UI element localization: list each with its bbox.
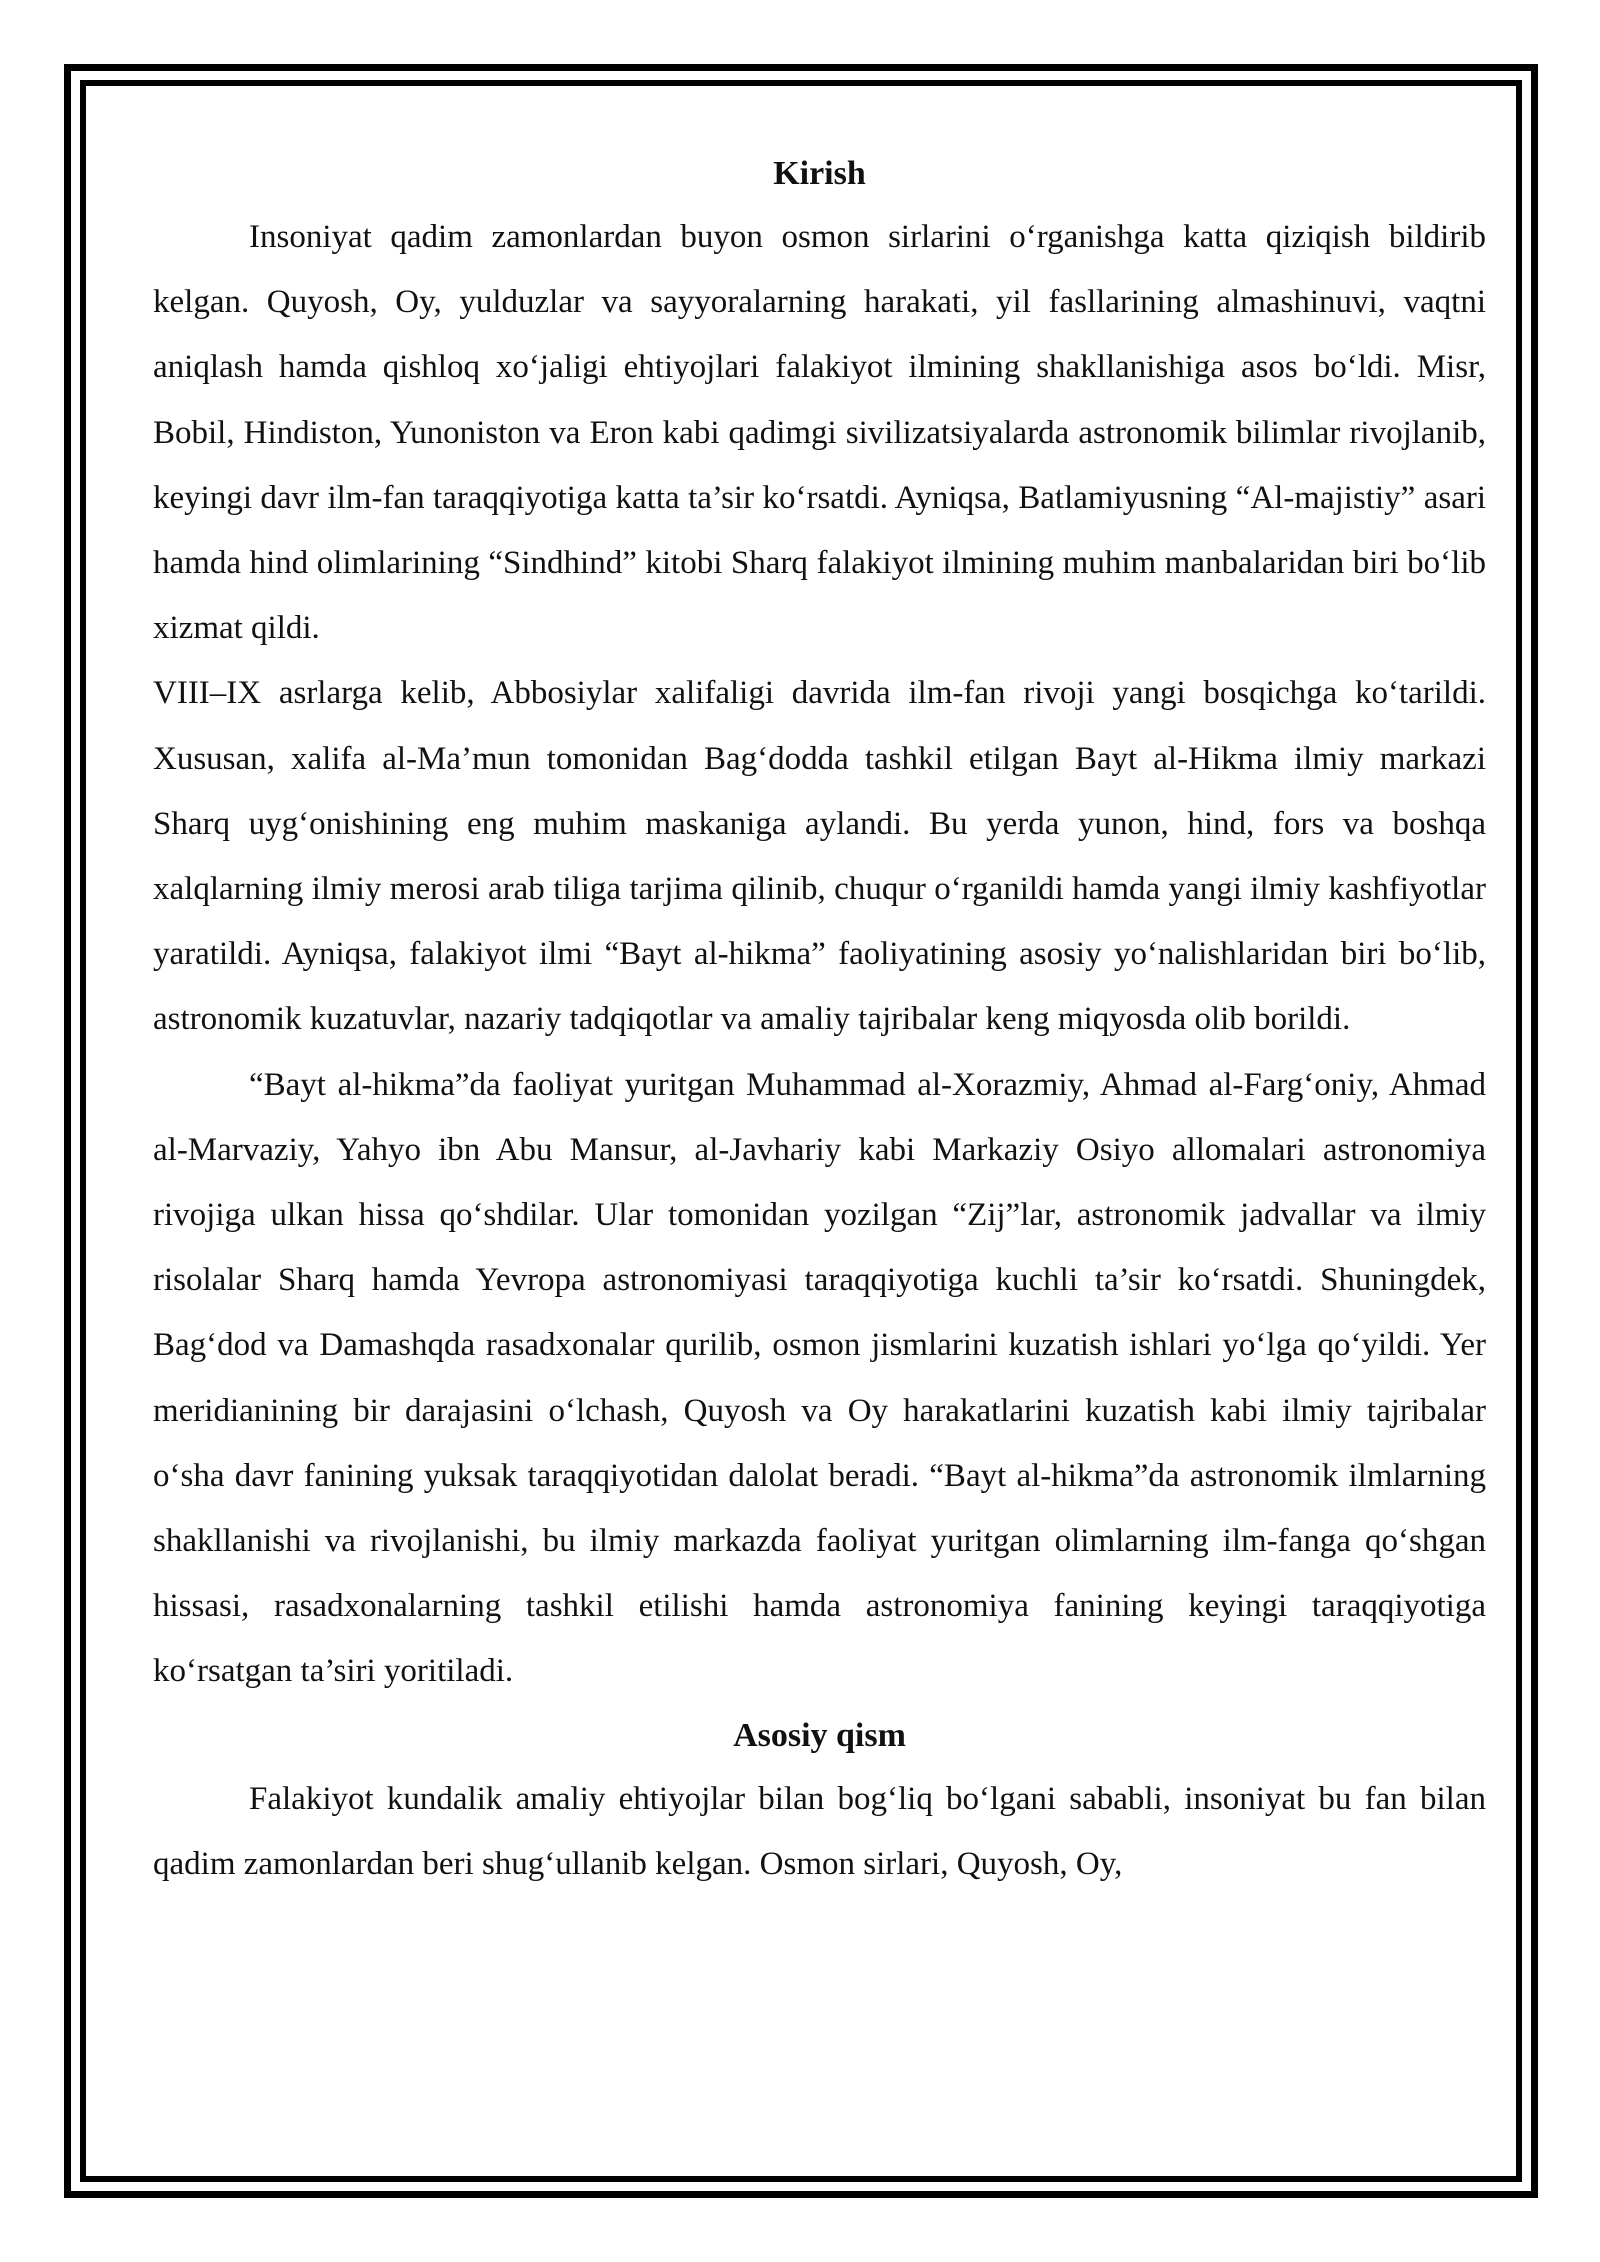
heading-main: Asosiy qism [733,1716,906,1754]
paragraph-2: VIII–IX asrlarga kelib, Abbosiylar xalifaligi davrida ilm-fan rivoji yangi bosqichga ko‘tarildi. Xususan, xalifa al-Ma’mun tomonidan Bag‘dodda tashkil etilgan Bayt al-Hikma ilmiy markazi Sharq uyg‘onishining eng muhim maskaniga aylandi. Bu yerda yunon, hind, fors va boshqa xalqlarning ilmiy merosi arab tiliga tarjima qilinib, chuqur o‘rganildi hamda yangi ilmiy kashfiyotlar yaratildi. Ayniqsa, falakiyot ilmi “Bayt al-hikma” faoliyatining asosiy yo‘nalishlaridan biri bo‘lib, astronomik kuzatuvlar, nazariy tadqiqotlar va amaliy tajribalar keng miqyosda olib borildi. [153,675,1486,1038]
paragraph-1: Insoniyat qadim zamonlardan buyon osmon sirlarini o‘rganishga katta qiziqish bildirib kelgan. Quyosh, Oy, yulduzlar va sayyoralarning harakati, yil fasllarining almashinuvi, vaqtni aniqlash hamda qishloq xo‘jaligi ehtiyojlari falakiyot ilmining shakllanishiga asos bo‘ldi. Misr, Bobil, Hindiston, Yunoniston va Eron kabi qadimgi sivilizatsiyalarda astronomik bilimlar rivojlanib, keyingi davr ilm-fan taraqqiyotiga katta ta’sir ko‘rsatdi. Ayniqsa, Batlamiyusning “Al-majistiy” asari hamda hind olimlarining “Sindhind” kitobi Sharq falakiyot ilmining muhim manbalaridan biri bo‘lib xizmat qildi. [153,219,1486,647]
heading-intro: Kirish [773,155,866,192]
document-body [153,143,1486,2103]
paragraph-3: “Bayt al-hikma”da faoliyat yuritgan Muhammad al-Xorazmiy, Ahmad al-Farg‘oniy, Ahmad al-Marvaziy, Yahyo ibn Abu Mansur, al-Javhariy kabi Markaziy Osiyo allomalari astronomiya rivojiga ulkan hissa qo‘shdilar. Ular tomonidan yozilgan “Zij”lar, astronomik jadvallar va ilmiy risolalar Sharq hamda Yevropa astronomiyasi taraqqiyotiga kuchli ta’sir ko‘rsatdi. Shuningdek, Bag‘dod va Damashqda rasadxonalar qurilib, osmon jismlarini kuzatish ishlari yo‘lga qo‘yildi. Yer meridianining bir darajasini o‘lchash, Quyosh va Oy harakatlarini kuzatish kabi ilmiy tajribalar o‘sha davr fanining yuksak taraqqiyotidan dalolat beradi. “Bayt al-hikma”da astronomik ilmlarning shakllanishi va rivojlanishi, bu ilmiy markazda faoliyat yuritgan olimlarning ilm-fanga qo‘shgan hissasi, rasadxonalarning tashkil etilishi hamda astronomiya fanining keyingi taraqqiyotiga ko‘rsatgan ta’siri yoritiladi. [153,1066,1486,1690]
paragraph-4: Falakiyot kundalik amaliy ehtiyojlar bilan bog‘liq bo‘lgani sababli, insoniyat bu fan bilan qadim zamonlardan beri shug‘ullanib kelgan. Osmon sirlari, Quyosh, Oy, [153,1780,1486,1882]
